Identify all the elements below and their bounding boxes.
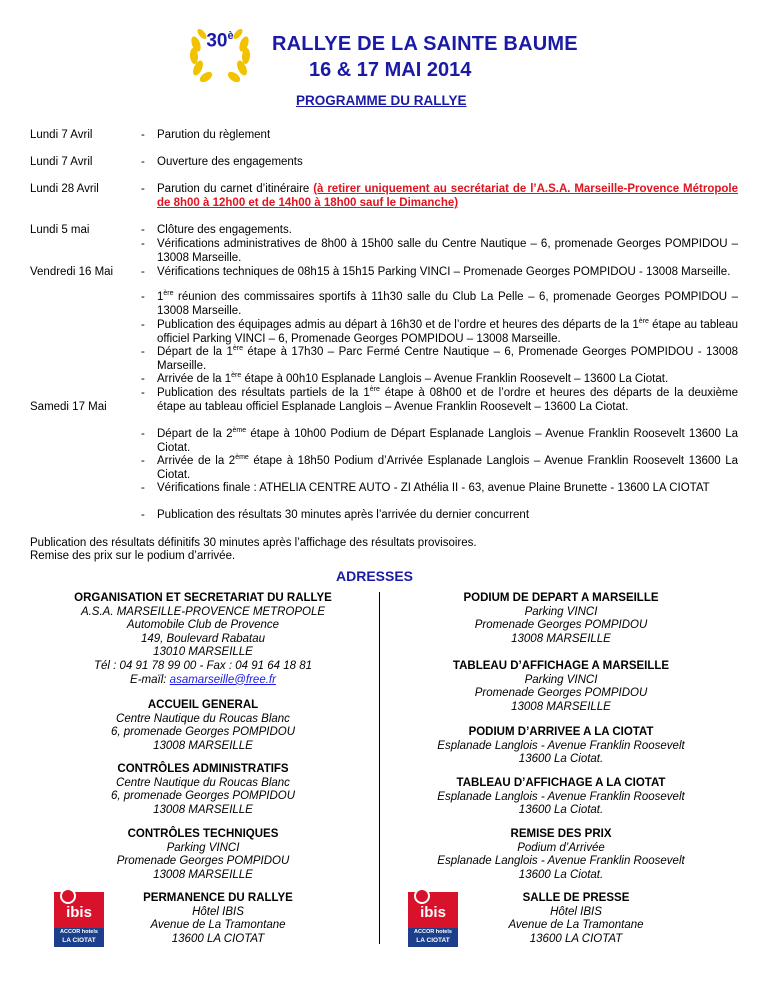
ordinal-suffix: ère (231, 372, 242, 380)
remise-prix-block (384, 828, 738, 882)
address-line: 13600 LA CIOTAT (529, 932, 623, 945)
address-line: 13600 La Ciotat. (518, 868, 604, 881)
address-line: Avenue de La Tramontane (508, 919, 644, 932)
schedule-date: Lundi 5 mai (30, 224, 90, 236)
ordinal-suffix: ère (163, 290, 174, 298)
schedule-event (141, 223, 738, 237)
address-line: Parking VINCI (524, 673, 598, 686)
block-heading: ACCUEIL GENERAL (147, 699, 259, 711)
address-line: 13010 MARSEILLE (153, 646, 253, 659)
event-highlight: (à retirer uniquement au secrétariat de l’A.S.A. Marseille-Provence Métropole de 8h00 à 12h00 et de 14h00 à 18h00 sauf le Dimanche) (157, 183, 738, 209)
address-line: 13600 La Ciotat. (518, 804, 604, 817)
event-text: Vérifications administratives de 8h00 à 15h00 salle du Centre Nautique – 6, promenade Georges POMPIDOU – 13008 Marseille. (157, 238, 738, 264)
event-text-part: Parution du carnet d’itinéraire (157, 183, 314, 195)
laurel-wreath-logo (186, 22, 254, 86)
bullet-dash: - (141, 156, 145, 168)
event-text: Vérifications techniques de 08h15 à 15h15 Parking VINCI – Promenade Georges POMPIDOU - 13008 Marseille. (157, 266, 731, 278)
block-heading: SALLE DE PRESSE (522, 892, 630, 904)
event-text-part: étape au tableau officiel Parking VINCI – 6, Promenade Georges POMPIDOU – 13008 Marseille. (157, 319, 738, 345)
event-text: Publication des résultats 30 minutes après l’arrivée du dernier concurrent (157, 509, 530, 521)
event-text-part: Arrivée de la 2 (157, 455, 236, 467)
admin-controls-block (30, 763, 376, 817)
schedule-event (141, 454, 738, 482)
address-line: 6, promenade Georges POMPIDOU (110, 790, 296, 803)
address-line: Parking VINCI (524, 605, 598, 618)
address-line: 149, Boulevard Rabatau (140, 632, 266, 645)
block-heading: TABLEAU D’AFFICHAGE A LA CIOTAT (456, 777, 666, 789)
addresses-title: ADRESSES (336, 568, 414, 584)
address-line: Centre Nautique du Roucas Blanc (116, 712, 290, 725)
address-line: Hôtel IBIS (192, 905, 244, 918)
address-line: Esplanade Langlois - Avenue Franklin Roosevelt (437, 739, 685, 752)
page-title: RALLYE DE LA SAINTE BAUME (272, 33, 578, 55)
schedule-event (141, 155, 738, 169)
bullet-dash: - (141, 373, 145, 385)
event-text (157, 454, 738, 482)
bullet-dash: - (141, 428, 145, 440)
event-text (157, 318, 738, 346)
bullet-dash: - (141, 224, 145, 236)
schedule-date: Samedi 17 Mai (30, 401, 107, 413)
event-text: Ouverture des engagements (157, 156, 303, 168)
schedule-date: Lundi 7 Avril (30, 156, 93, 168)
ibis-brand: ibis (66, 904, 92, 921)
schedule-date: Lundi 28 Avril (30, 183, 99, 195)
ibis-city: LA CIOTAT (62, 937, 96, 944)
ordinal-suffix: ère (638, 318, 649, 326)
schedule-event (141, 182, 738, 210)
schedule-event (141, 427, 738, 455)
edition-number (186, 30, 254, 52)
ibis-group: ACCOR hotels (414, 929, 452, 935)
podium-arrivee-block (384, 726, 738, 767)
address-line: 13600 LA CIOTAT (171, 932, 265, 945)
address-line: Promenade Georges POMPIDOU (116, 855, 290, 868)
tech-controls-block (30, 828, 376, 882)
ibis-brand: ibis (420, 904, 446, 921)
address-line: Avenue de La Tramontane (150, 919, 286, 932)
address-line: 13008 MARSEILLE (153, 803, 253, 816)
org-address-block (30, 592, 376, 687)
block-heading: ORGANISATION ET SECRETARIAT DU RALLYE (74, 592, 332, 604)
tableau-marseille-block (384, 660, 738, 714)
block-heading: REMISE DES PRIX (510, 828, 612, 840)
bullet-dash: - (141, 266, 145, 278)
edition-number-text: 30 (206, 30, 228, 52)
schedule-event (141, 345, 738, 373)
event-text-part: Publication des équipages admis au départ à 16h30 et de l’ordre et heures des départs de la 1 (157, 319, 639, 331)
event-text: Vérifications finale : ATHELIA CENTRE AUTO - ZI Athélia II - 63, avenue Plaine Brunette - 13600 LA CIOTAT (157, 482, 710, 494)
block-heading: PODIUM DE DEPART A MARSEILLE (463, 592, 659, 604)
address-line: Esplanade Langlois - Avenue Franklin Roosevelt (437, 790, 685, 803)
event-text (157, 345, 738, 373)
address-line: 13008 MARSEILLE (153, 868, 253, 881)
email-line (30, 674, 376, 688)
event-text-part: étape à 18h50 Podium d’Arrivée Esplanade Langlois – Avenue Franklin Roosevelt 13600 La Ciotat. (157, 455, 738, 481)
event-text: Parution du règlement (157, 129, 271, 141)
column-divider (379, 592, 380, 944)
address-line: A.S.A. MARSEILLE-PROVENCE METROPOLE (80, 605, 326, 618)
block-heading: PERMANENCE DU RALLYE (143, 892, 293, 904)
permanence-block (60, 892, 376, 946)
ibis-group: ACCOR hotels (60, 929, 98, 935)
schedule-date: Vendredi 16 Mai (30, 266, 114, 278)
email-label: E-maïl: (130, 673, 170, 686)
ordinal-suffix: ère (369, 386, 380, 394)
address-line: Hôtel IBIS (550, 905, 602, 918)
address-line: Podium d’Arrivée (517, 841, 605, 854)
event-text-part: étape à 10h00 Podium de Départ Esplanade Langlois – Avenue Franklin Roosevelt 13600 La Ciotat. (157, 428, 738, 454)
salle-presse-block (414, 892, 738, 946)
event-text-part: étape à 17h30 – Parc Fermé Centre Nautique – 6, Promenade Georges POMPIDOU - 13008 Marseille. (157, 346, 738, 372)
bullet-dash: - (141, 346, 145, 358)
ordinal-suffix: ère (232, 345, 243, 353)
schedule-event (141, 290, 738, 318)
edition-suffix: è (227, 30, 234, 42)
event-text (157, 372, 738, 386)
block-heading: CONTRÔLES ADMINISTRATIFS (117, 763, 289, 775)
ordinal-suffix: ème (235, 454, 249, 462)
schedule-event (141, 386, 738, 414)
tableau-ciotat-block (384, 777, 738, 818)
ordinal-suffix: ème (232, 427, 247, 435)
schedule-event (141, 128, 738, 142)
bullet-dash: - (141, 319, 145, 331)
event-text (157, 386, 738, 414)
bullet-dash: - (141, 238, 145, 250)
address-line: 13008 MARSEILLE (511, 632, 611, 645)
address-line: Centre Nautique du Roucas Blanc (116, 776, 290, 789)
block-heading: CONTRÔLES TECHNIQUES (127, 828, 279, 840)
block-heading: TABLEAU D’AFFICHAGE A MARSEILLE (452, 660, 670, 672)
block-heading: PODIUM D’ARRIVEE A LA CIOTAT (468, 726, 654, 738)
programme-title: PROGRAMME DU RALLYE (296, 93, 467, 108)
bullet-dash: - (141, 129, 145, 141)
bullet-dash: - (141, 509, 145, 521)
schedule-event (141, 508, 738, 522)
event-text (157, 427, 738, 455)
address-line: 13008 MARSEILLE (153, 739, 253, 752)
address-line: 13600 La Ciotat. (518, 753, 604, 766)
bullet-dash: - (141, 455, 145, 467)
schedule-event (141, 372, 738, 386)
ibis-city: LA CIOTAT (416, 937, 450, 944)
event-text: Clôture des engagements. (157, 224, 292, 236)
results-note: Publication des résultats définitifs 30 minutes après l’affichage des résultats provisoires. (30, 537, 477, 549)
address-line: Promenade Georges POMPIDOU (474, 619, 648, 632)
bullet-dash: - (141, 387, 145, 399)
email-link[interactable]: asamarseille@free.fr (169, 673, 276, 686)
event-text (157, 182, 738, 210)
event-text-part: 1 (157, 291, 164, 303)
phone-fax-line: Tél : 04 91 78 99 00 - Fax : 04 91 64 18 81 (93, 659, 312, 672)
address-line: Parking VINCI (166, 841, 240, 854)
address-line: 6, promenade Georges POMPIDOU (110, 726, 296, 739)
address-line: Esplanade Langlois - Avenue Franklin Roosevelt (437, 855, 685, 868)
event-text (157, 290, 738, 318)
accueil-block (30, 699, 376, 753)
event-dates: 16 & 17 MAI 2014 (309, 59, 472, 81)
address-line: 13008 MARSEILLE (511, 700, 611, 713)
address-line: Automobile Club de Provence (126, 619, 280, 632)
schedule-event (141, 481, 738, 495)
event-text-part: Départ de la 2 (157, 428, 233, 440)
event-text-part: étape à 08h00 et de l’ordre et heures des départs de la deuxième étape au tableau officiel Esplanade Langlois – Avenue Franklin Roosevelt – 13600 La Ciotat. (157, 387, 738, 413)
schedule-event (141, 318, 738, 346)
podium-depart-block (384, 592, 738, 646)
prize-note: Remise des prix sur le podium d’arrivée. (30, 550, 236, 562)
schedule-event (141, 265, 738, 279)
schedule-date: Lundi 7 Avril (30, 129, 93, 141)
bullet-dash: - (141, 482, 145, 494)
event-text-part: Publication des résultats partiels de la 1 (157, 387, 370, 399)
event-text-part: réunion des commissaires sportifs à 11h30 salle du Club La Pelle – 6, promenade Georges POMPIDOU – 13008 Marseille. (157, 291, 738, 317)
bullet-dash: - (141, 291, 145, 303)
bullet-dash: - (141, 183, 145, 195)
event-text-part: étape à 00h10 Esplanade Langlois – Avenue Franklin Roosevelt – 13600 La Ciotat. (241, 373, 669, 385)
event-text-part: Arrivée de la 1 (157, 373, 232, 385)
schedule-event (141, 237, 738, 265)
address-line: Promenade Georges POMPIDOU (474, 687, 648, 700)
event-text-part: Départ de la 1 (157, 346, 233, 358)
